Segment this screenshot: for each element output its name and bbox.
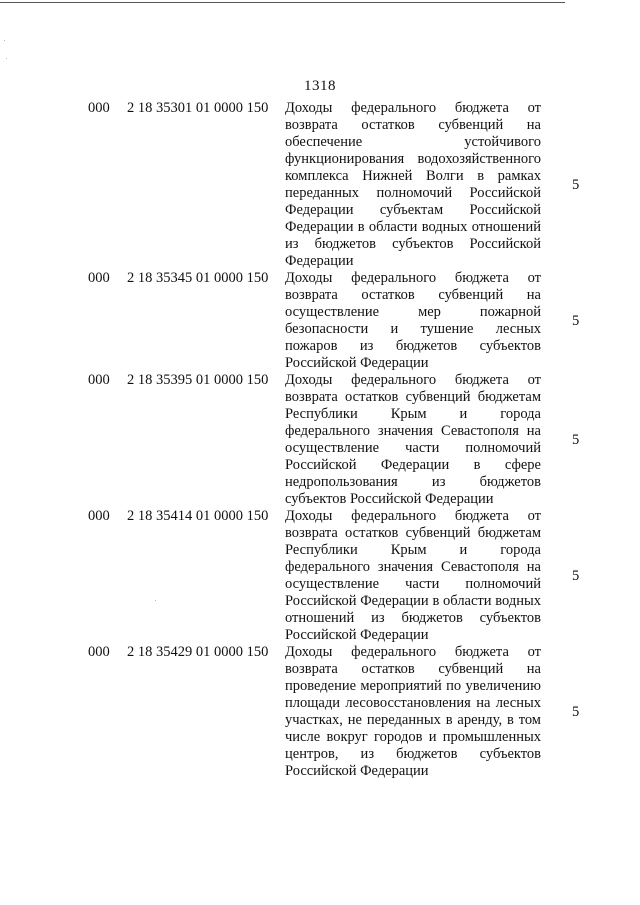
budget-classification-code: 2 18 35301 01 0000 150	[127, 100, 269, 116]
amount: 5	[572, 568, 580, 584]
budget-classification-code: 2 18 35429 01 0000 150	[127, 644, 269, 660]
revenue-description: Доходы федерального бюджета от возврата остатков субвенций на проведение мероприятий по увеличению площади лесовосстановления на лесных участках, не переданных в аренду, в том числе вокруг городов и промышленных центров, из бюджетов субъектов Российской Федерации	[285, 644, 541, 779]
table-row	[0, 508, 640, 644]
table-row	[0, 100, 640, 270]
table-row	[0, 372, 640, 508]
admin-code: 000	[88, 270, 110, 286]
admin-code: 000	[88, 372, 110, 388]
budget-classification-code: 2 18 35395 01 0000 150	[127, 372, 269, 388]
admin-code: 000	[88, 644, 110, 660]
scan-speck	[4, 40, 5, 41]
revenue-table	[0, 100, 640, 780]
admin-code: 000	[88, 100, 110, 116]
top-rule	[0, 2, 565, 3]
amount: 5	[572, 704, 580, 720]
revenue-description: Доходы федерального бюджета от возврата остатков субвенций на обеспечение устойчивого функционирования водохозяйственного комплекса Нижней Волги в рамках переданных полномочий Российской Федерации субъектам Российской Федерации в области водных отношений из бюджетов субъектов Российской Федерации	[285, 100, 541, 269]
admin-code: 000	[88, 508, 110, 524]
table-row	[0, 644, 640, 780]
amount: 5	[572, 432, 580, 448]
revenue-description: Доходы федерального бюджета от возврата остатков субвенций бюджетам Республики Крым и города федерального значения Севастополя на осуществление части полномочий Российской Федерации в области водных отношений из бюджетов субъектов Российской Федерации	[285, 508, 541, 643]
page-number: 1318	[304, 78, 336, 94]
revenue-description: Доходы федерального бюджета от возврата остатков субвенций на осуществление мер пожарной безопасности и тушение лесных пожаров из бюджетов субъектов Российской Федерации	[285, 270, 541, 371]
table-row	[0, 270, 640, 372]
budget-classification-code: 2 18 35345 01 0000 150	[127, 270, 269, 286]
amount: 5	[572, 177, 580, 193]
budget-classification-code: 2 18 35414 01 0000 150	[127, 508, 269, 524]
scan-speck	[6, 58, 7, 59]
amount: 5	[572, 313, 580, 329]
revenue-description: Доходы федерального бюджета от возврата остатков субвенций бюджетам Республики Крым и города федерального значения Севастополя на осуществление части полномочий Российской Федерации в сфере недропользования из бюджетов субъектов Российской Федерации	[285, 372, 541, 507]
